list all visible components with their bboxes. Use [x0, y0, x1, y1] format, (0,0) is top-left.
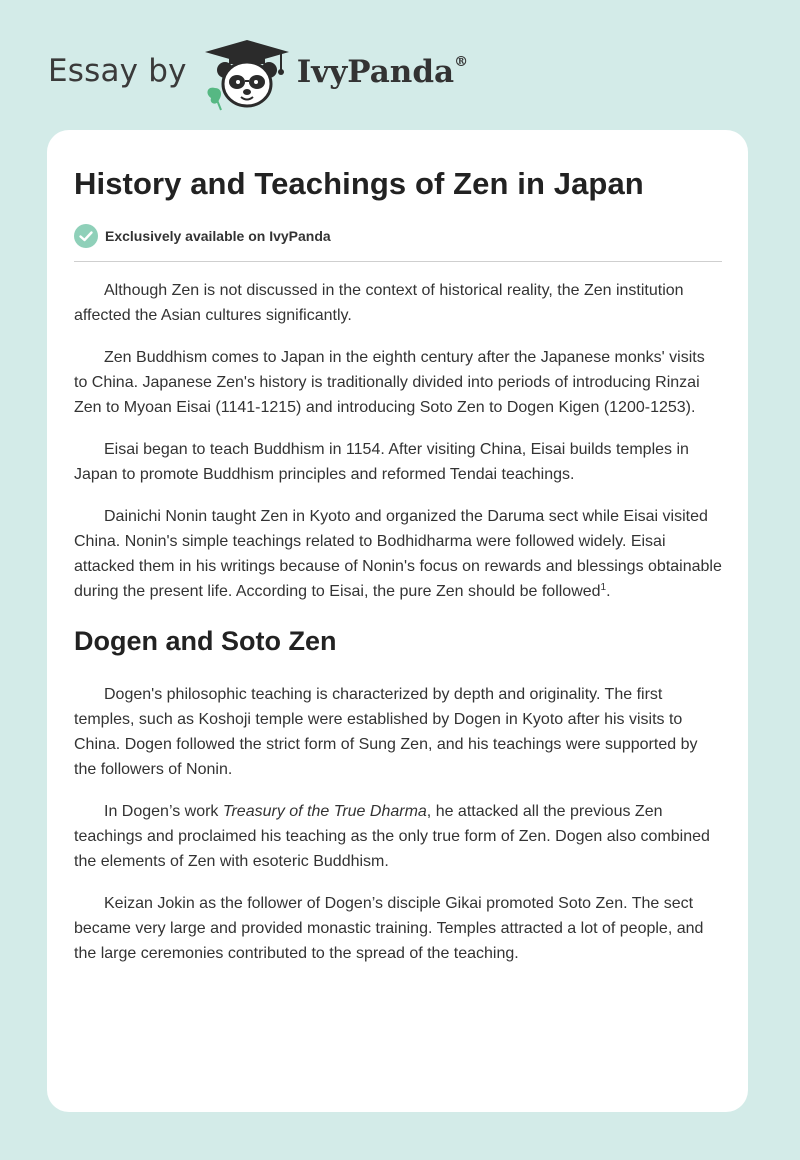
brand-name[interactable]: IvyPanda®: [296, 54, 469, 90]
exclusive-badge-label: Exclusively available on IvyPanda: [105, 228, 331, 244]
paragraph: In Dogen’s work Treasury of the True Dharma, he attacked all the previous Zen teachings and proclaimed his teaching as the only true form of Zen. Dogen also combined the elements of Zen with esoteric Buddhism.: [74, 803, 710, 870]
registered-mark: ®: [454, 54, 469, 70]
essay-card: [47, 130, 748, 1112]
essay-by-label: Essay by: [48, 53, 187, 89]
essay-title: History and Teachings of Zen in Japan: [74, 166, 644, 201]
paragraph: Zen Buddhism comes to Japan in the eighth century after the Japanese monks' visits to China. Japanese Zen's history is traditionally divided into periods of introducing Rinzai Zen to Myoan Eisai (1141-1215) and introducing Soto Zen to Dogen Kigen (1200-1253).: [74, 349, 705, 416]
paragraph: Dogen's philosophic teaching is characterized by depth and originality. The first temples, such as Koshoji temple were established by Dogen in Kyoto after his visits to China. Dogen followed the strict form of Sung Zen, and his teachings were supported by the followers of Nonin.: [74, 686, 698, 778]
panda-graduate-icon[interactable]: [201, 36, 293, 112]
paragraph: Keizan Jokin as the follower of Dogen’s disciple Gikai promoted Soto Zen. The sect became very large and provided monastic training. Temples attracted a lot of people, and the large ceremonies contributed to the spread of the teaching.: [74, 895, 704, 962]
exclusive-badge: [74, 224, 722, 248]
paragraph: Dainichi Nonin taught Zen in Kyoto and organized the Daruma sect while Eisai visited China. Nonin's simple teachings related to Bodhidharma were followed widely. Eisai attacked them in his writings because of Nonin's focus on rewards and blessings obtainable during the present life. According to Eisai, the pure Zen should be followed$^1$.: [74, 508, 722, 600]
footnote-ref[interactable]: 1: [600, 582, 607, 593]
section-heading: Dogen and Soto Zen: [74, 626, 337, 656]
paragraph: Although Zen is not discussed in the context of historical reality, the Zen institution affected the Asian cultures significantly.: [74, 282, 684, 324]
divider: [74, 261, 722, 262]
paragraph: Eisai began to teach Buddhism in 1154. After visiting China, Eisai builds temples in Japan to promote Buddhism principles and reformed Tendai teachings.: [74, 441, 689, 483]
site-header: [48, 36, 468, 112]
check-circle-icon: [74, 224, 98, 248]
work-title: Treasury of the True Dharma: [222, 803, 427, 820]
